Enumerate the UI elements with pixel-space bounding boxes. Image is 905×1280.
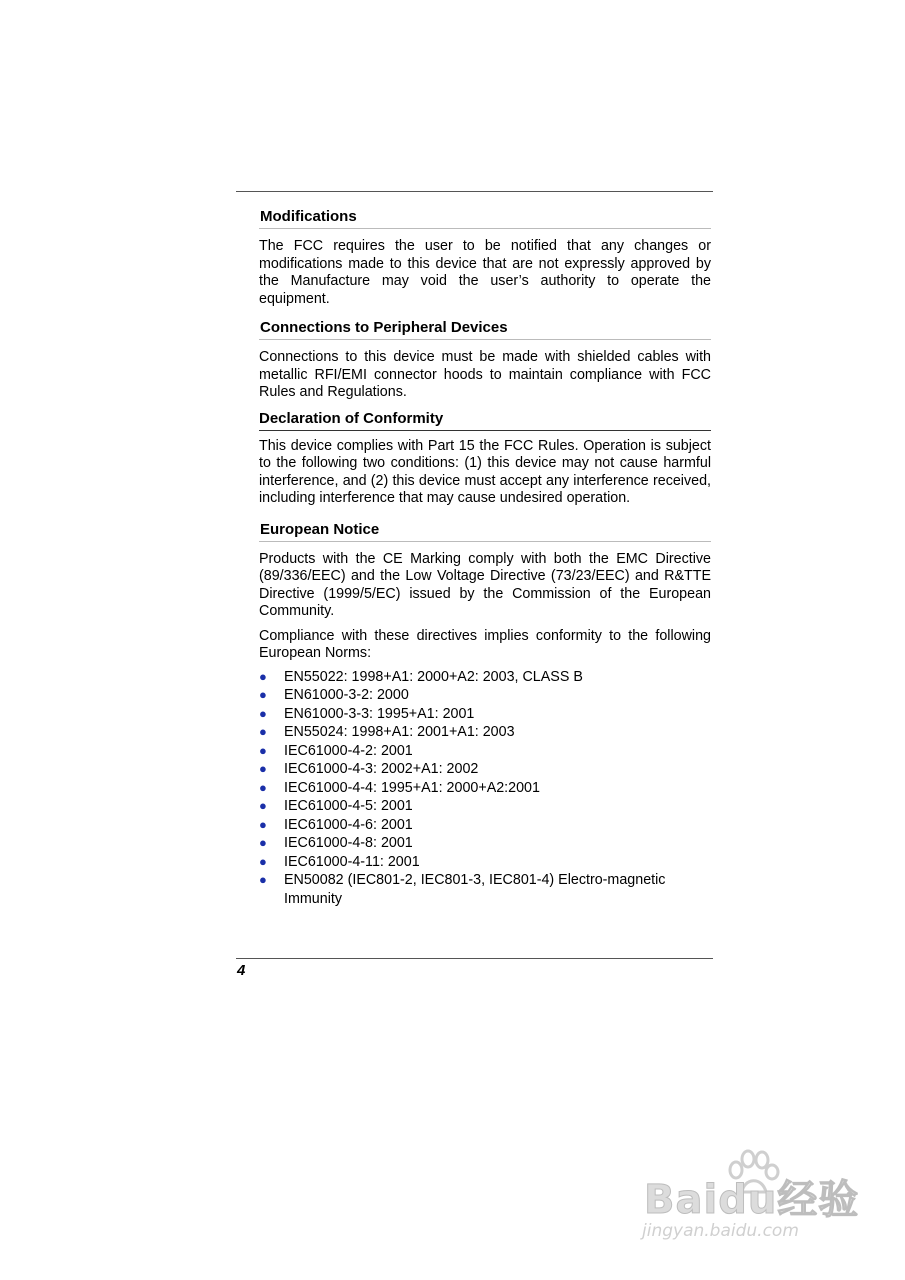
bullet-icon: ● bbox=[259, 798, 267, 813]
european-heading: European Notice bbox=[259, 520, 711, 542]
bullet-icon: ● bbox=[259, 835, 267, 850]
european-paragraph-1: Products with the CE Marking comply with both the EMC Directive (89/336/EEC) and the Low Voltage Directive (73/23/EEC) and R&TTE Directive (1999/5/EC) issued by the Commission of the European Community. bbox=[259, 550, 711, 619]
norm-list-item bbox=[259, 779, 711, 798]
connections-heading: Connections to Peripheral Devices bbox=[259, 318, 711, 340]
norm-text: IEC61000-4-3: 2002+A1: 2002 bbox=[284, 761, 479, 777]
norm-text: EN61000-3-2: 2000 bbox=[284, 687, 409, 703]
connections-paragraph: Connections to this device must be made with shielded cables with metallic RFI/EMI connector hoods to maintain compliance with FCC Rules and Regulations. bbox=[259, 349, 711, 400]
norm-text: EN61000-3-3: 1995+A1: 2001 bbox=[284, 705, 475, 722]
norm-list-item bbox=[259, 723, 711, 742]
european-paragraph-2: Compliance with these directives implies conformity to the following European Norms: bbox=[259, 627, 711, 661]
bullet-icon: ● bbox=[259, 668, 267, 684]
bullet-icon: ● bbox=[259, 705, 267, 721]
bullet-icon: ● bbox=[259, 853, 267, 869]
norm-list-item bbox=[259, 668, 711, 687]
norm-list-item bbox=[259, 834, 711, 853]
norm-list-item bbox=[259, 686, 711, 705]
norm-list-item bbox=[259, 742, 711, 761]
norm-text: EN55022: 1998+A1: 2000+A2: 2003, CLASS B bbox=[284, 668, 583, 685]
norm-text: IEC61000-4-5: 2001 bbox=[284, 798, 413, 814]
norm-text: IEC61000-4-6: 2001 bbox=[284, 816, 413, 833]
bullet-icon: ● bbox=[259, 816, 267, 832]
european-norms-list bbox=[259, 668, 711, 909]
norm-text: EN55024: 1998+A1: 2001+A1: 2003 bbox=[284, 724, 515, 740]
norm-list-item bbox=[259, 705, 711, 724]
norm-text: IEC61000-4-2: 2001 bbox=[284, 742, 413, 759]
norm-list-item bbox=[259, 760, 711, 779]
bullet-icon: ● bbox=[259, 724, 267, 739]
baidu-watermark bbox=[640, 1148, 860, 1268]
modifications-paragraph: The FCC requires the user to be notified that any changes or modifications made to this device that are not expressly approved by the Manufacture may void the user’s authority to operate the equipment. bbox=[259, 238, 711, 307]
norm-text: IEC61000-4-8: 2001 bbox=[284, 835, 413, 851]
watermark-logo-text: Baidu经验 bbox=[644, 1177, 860, 1223]
bullet-icon: ● bbox=[259, 742, 267, 758]
norm-text: IEC61000-4-4: 1995+A1: 2000+A2:2001 bbox=[284, 779, 540, 796]
bullet-icon: ● bbox=[259, 761, 267, 776]
norm-list-item bbox=[259, 797, 711, 816]
top-rule bbox=[236, 191, 713, 192]
declaration-paragraph: This device complies with Part 15 the FCC Rules. Operation is subject to the following two conditions: (1) this device may not cause harmful interference, and (2) this device must accept any interference received, including interference that may cause undesired operation. bbox=[259, 437, 711, 506]
declaration-heading: Declaration of Conformity bbox=[259, 409, 711, 431]
norm-list-item bbox=[259, 871, 711, 908]
modifications-heading: Modifications bbox=[259, 207, 711, 229]
bullet-icon: ● bbox=[259, 779, 267, 795]
norm-text: IEC61000-4-11: 2001 bbox=[284, 853, 420, 870]
norm-text: EN50082 (IEC801-2, IEC801-3, IEC801-4) Electro-magnetic Immunity bbox=[284, 872, 666, 907]
norm-list-item bbox=[259, 816, 711, 835]
norm-list-item bbox=[259, 853, 711, 872]
page-content bbox=[259, 207, 711, 908]
bullet-icon: ● bbox=[259, 872, 267, 887]
page-number: 4 bbox=[237, 962, 246, 979]
watermark-url: jingyan.baidu.com bbox=[642, 1221, 799, 1241]
bottom-rule bbox=[236, 958, 713, 959]
bullet-icon: ● bbox=[259, 687, 267, 702]
